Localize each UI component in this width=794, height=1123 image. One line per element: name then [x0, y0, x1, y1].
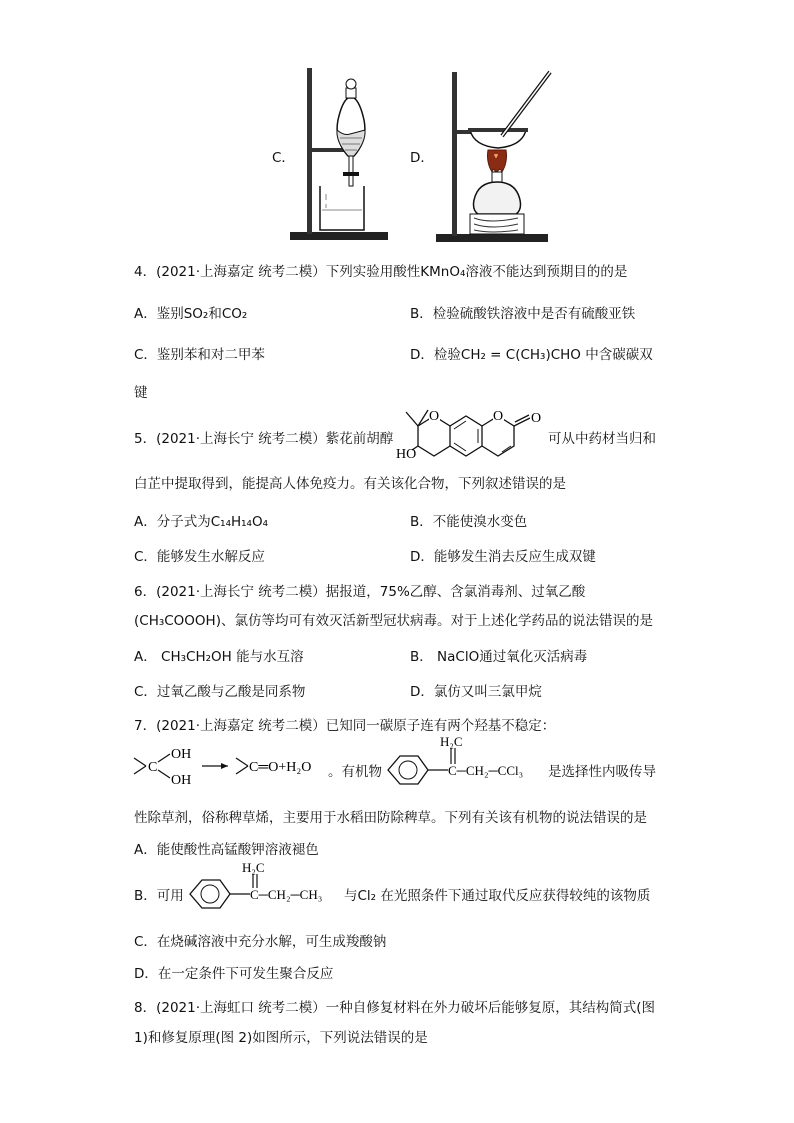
option-c-label: C． [272, 150, 295, 166]
q6-stem-line2: (CH₃COOOH)、氯仿等均可有效灭活新型冠状病毒。对于上述化学药品的说法错误的是 [134, 613, 653, 629]
q6-option-d: D．氯仿又叫三氯甲烷 [410, 684, 542, 700]
q4-option-b: B．检验硫酸铁溶液中是否有硫酸亚铁 [410, 306, 636, 322]
q5-option-a: A．分子式为C₁₄H₁₄O₄ [134, 514, 268, 530]
side-chain-b: C─CH₂─CH₃ [250, 887, 323, 902]
q4-stem: 4．(2021·上海嘉定 统考二模）下列实验用酸性KMnO₄溶液不能达到预期目的的是 [134, 264, 628, 280]
benzoylprop-structure [382, 734, 548, 798]
dehydration-product: C═O+H₂O [249, 760, 312, 775]
ring-oxygen-2: O [493, 409, 504, 424]
separatory-funnel-apparatus [290, 60, 390, 246]
side-chain: C─CH₂─CCl₃ [448, 763, 524, 778]
ring-oxygen-1: O [429, 409, 440, 424]
q7-option-c: C．在烧碱溶液中充分水解，可生成羧酸钠 [134, 934, 387, 950]
q5-option-b: B．不能使溴水变色 [410, 514, 528, 530]
methylene-label: H₂C [440, 734, 463, 749]
q6-option-c: C．过氧乙酸与乙酸是同系物 [134, 684, 306, 700]
hydroxyl-1: OH [171, 747, 192, 762]
q7-eq-mid: 。有机物 [328, 764, 382, 780]
gem-diol-carbon: C [148, 760, 158, 775]
hydroxyl-group: HO [396, 447, 417, 462]
q5-stem-line2: 白芷中提取得到，能提高人体免疫力。有关该化合物，下列叙述错误的是 [134, 476, 566, 492]
decursinol-structure [398, 402, 546, 468]
q4-option-d: D．检验CH₂ = C(CH₃)CHO 中含碳碳双 [410, 347, 653, 363]
q6-option-a: A． CH₃CH₂OH 能与水互溶 [134, 649, 304, 665]
q4-option-a: A．鉴别SO₂和CO₂ [134, 306, 248, 322]
q5-stem-left: 5．(2021·上海长宁 统考二模）紫花前胡醇 [134, 431, 394, 447]
evaporation-apparatus [430, 66, 558, 246]
q7-option-b-left: B．可用 [134, 888, 184, 904]
q5-stem-right: 可从中药材当归和 [548, 431, 656, 447]
carbonyl-oxygen: O [531, 411, 542, 426]
q5-option-c: C．能够发生水解反应 [134, 549, 265, 565]
q6-option-b: B． NaClO通过氧化灭活病毒 [410, 649, 588, 665]
methylene-label-b: H₂C [242, 860, 265, 875]
q4-option-c: C．鉴别苯和对二甲苯 [134, 347, 265, 363]
q4-option-d-continued: 键 [134, 385, 148, 401]
q7-stem-line2: 性除草剂，俗称稗草烯，主要用于水稻田防除稗草。下列有关该有机物的说法错误的是 [134, 810, 647, 826]
q5-option-d: D．能够发生消去反应生成双键 [410, 549, 596, 565]
q8-stem-line2: 1)和修复原理(图 2)如图所示，下列说法错误的是 [134, 1030, 428, 1046]
q7-stem: 7．(2021·上海嘉定 统考二模）已知同一碳原子连有两个羟基不稳定： [134, 718, 556, 734]
propenylbenzene-structure [184, 860, 344, 922]
q7-option-d: D．在一定条件下可发生聚合反应 [134, 966, 334, 982]
q7-option-b-right: 与Cl₂ 在光照条件下通过取代反应获得较纯的该物质 [344, 888, 651, 904]
q8-stem-line1: 8．(2021·上海虹口 统考二模）一种自修复材料在外力破坏后能够复原，其结构简式(图 [134, 1000, 656, 1016]
hydroxyl-2: OH [171, 773, 192, 788]
option-d-label: D． [410, 150, 434, 166]
q7-option-a: A．能使酸性高锰酸钾溶液褪色 [134, 842, 319, 858]
q6-stem-line1: 6．(2021·上海长宁 统考二模）据报道，75%乙醇、含氯消毒剂、过氧乙酸 [134, 584, 586, 600]
q7-eq-right: 是选择性内吸传导 [548, 764, 656, 780]
